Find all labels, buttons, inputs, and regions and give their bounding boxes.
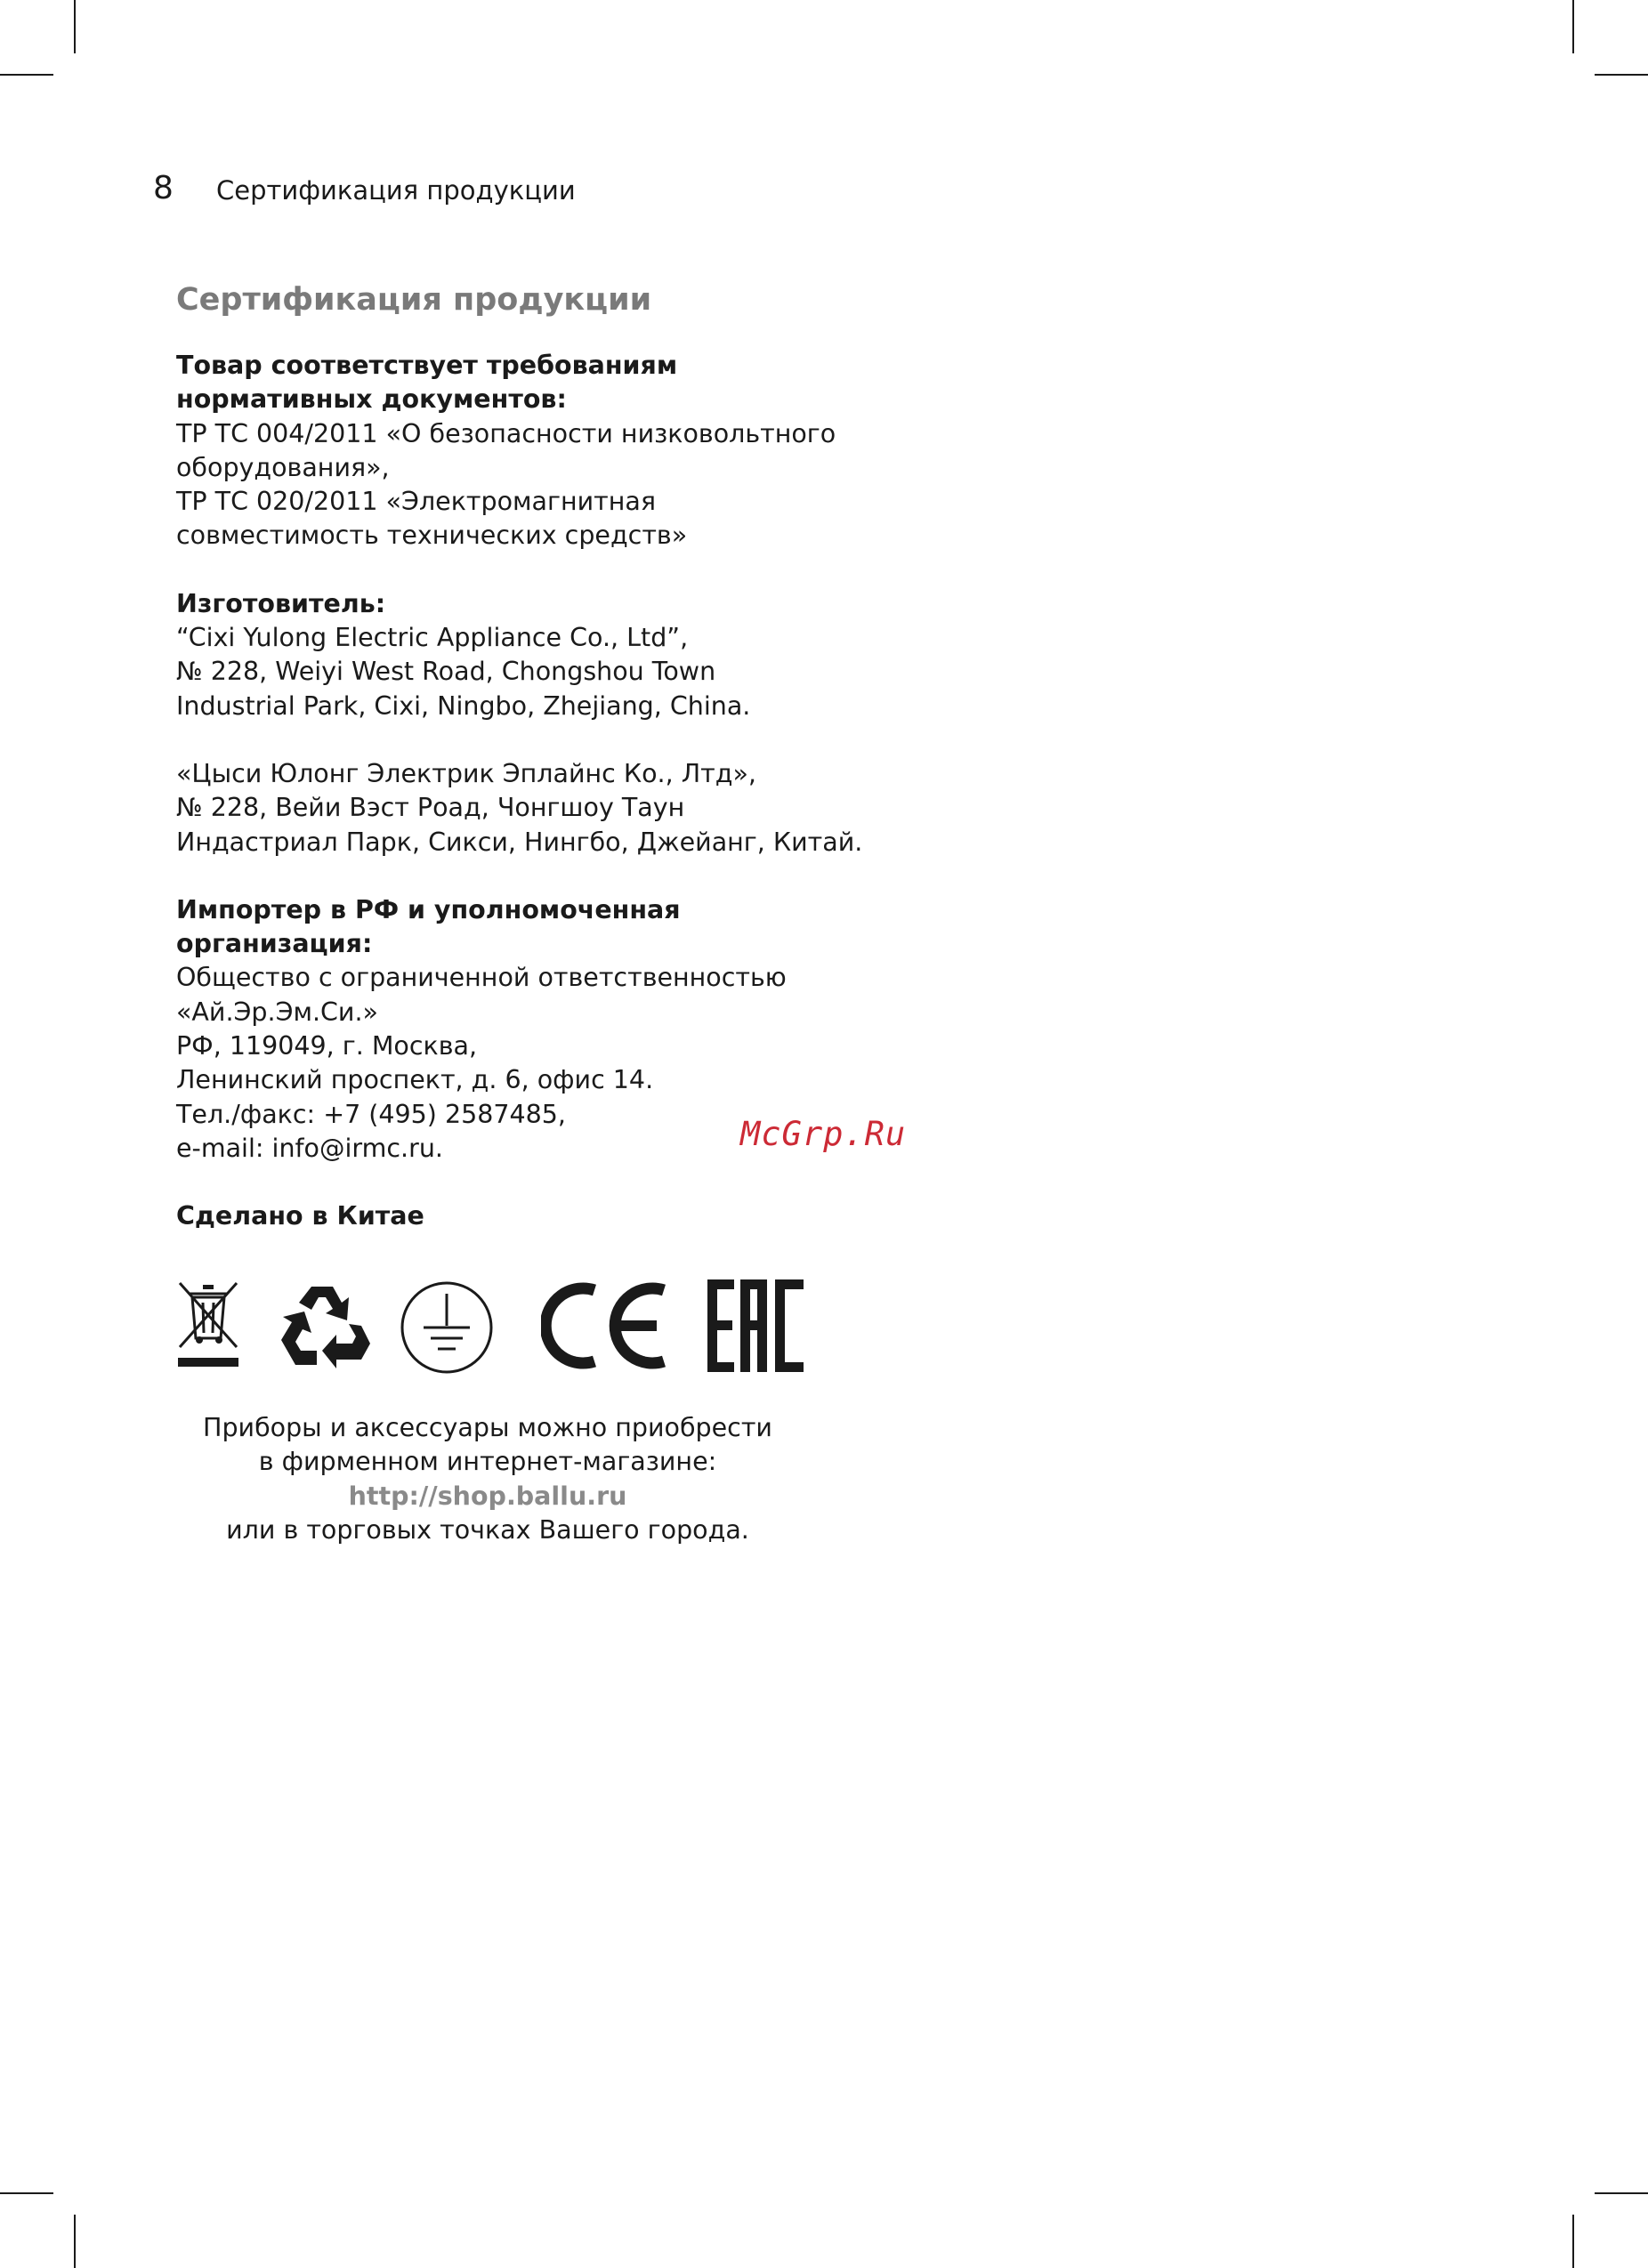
manufacturer-block-en: [176, 587, 977, 723]
shop-url-link[interactable]: http://shop.ballu.ru: [348, 1481, 627, 1511]
importer-line: Тел./факс: +7 (495) 2587485,: [176, 1099, 566, 1129]
importer-line: Ленинский проспект, д. 6, офис 14.: [176, 1065, 654, 1095]
manufacturer-line-en: Industrial Park, Cixi, Ningbo, Zhejiang, China.: [176, 690, 751, 721]
watermark-text: McGrp.Ru: [740, 1115, 907, 1153]
importer-email-line: e-mail: info@irmc.ru.: [176, 1133, 443, 1163]
manufacturer-line-ru: № 228, Вейи Вэст Роад, Чонгшоу Таун: [176, 793, 685, 823]
crop-mark-top-left: [74, 0, 76, 53]
certification-symbols: [176, 1279, 808, 1377]
crop-mark-bottom-left: [74, 2215, 76, 2268]
shop-info-line: в фирменном интернет-магазине:: [258, 1447, 717, 1477]
crop-mark-bottom-right-h: [1595, 2192, 1648, 2194]
manufacturer-heading: Изготовитель:: [176, 588, 386, 618]
recycle-icon: [278, 1279, 374, 1372]
shop-info-line: или в торговых точках Вашего города.: [226, 1514, 749, 1545]
importer-line: Общество с ограниченной ответственностью: [176, 963, 787, 993]
importer-line: РФ, 119049, г. Москва,: [176, 1031, 478, 1061]
protective-earth-icon: [399, 1279, 495, 1376]
manufacturer-line-ru: «Цыси Юлонг Электрик Эплайнс Ко., Лтд»,: [176, 758, 756, 788]
eac-mark-icon: [707, 1279, 804, 1372]
importer-heading-line: Импортер в РФ и уполномоченная: [176, 894, 681, 924]
compliance-heading-line: Товар соответствует требованиям: [176, 351, 678, 380]
made-in-label: Сделано в Китае: [176, 1201, 424, 1231]
compliance-block: [176, 349, 977, 553]
importer-line: «Ай.Эр.Эм.Си.»: [176, 997, 378, 1027]
crop-mark-top-right-h: [1595, 74, 1648, 76]
page-content: [176, 279, 977, 1234]
compliance-heading-line: нормативных документов:: [176, 384, 567, 415]
compliance-line: ТР ТС 004/2011 «О безопасности низковольтного: [176, 418, 836, 448]
crop-mark-bottom-right: [1572, 2215, 1574, 2268]
crop-mark-bottom-left-h: [0, 2192, 53, 2194]
ce-mark-icon: [541, 1279, 673, 1372]
running-title: Сертификация продукции: [216, 175, 576, 206]
shop-info: [176, 1411, 799, 1547]
manufacturer-line-en: № 228, Weiyi West Road, Chongshou Town: [176, 657, 716, 687]
weee-crossed-bin-icon: [176, 1279, 240, 1372]
compliance-line: ТР ТС 020/2011 «Электромагнитная: [176, 487, 656, 517]
crop-mark-top-left-h: [0, 74, 53, 76]
section-title: Сертификация продукции: [176, 282, 652, 318]
compliance-line: оборудования»,: [176, 452, 390, 482]
crop-mark-top-right: [1572, 0, 1574, 53]
manufacturer-line-en: “Cixi Yulong Electric Appliance Co., Ltd”,: [176, 623, 689, 653]
compliance-line: совместимость технических средств»: [176, 521, 688, 551]
manufacturer-line-ru: Индастриал Парк, Сикси, Нингбо, Джейанг, Китай.: [176, 827, 863, 857]
shop-info-line: Приборы и аксессуары можно приобрести: [203, 1413, 772, 1442]
manufacturer-block-ru: [176, 757, 977, 860]
importer-heading-line: организация:: [176, 929, 373, 959]
page-number: 8: [153, 170, 174, 206]
